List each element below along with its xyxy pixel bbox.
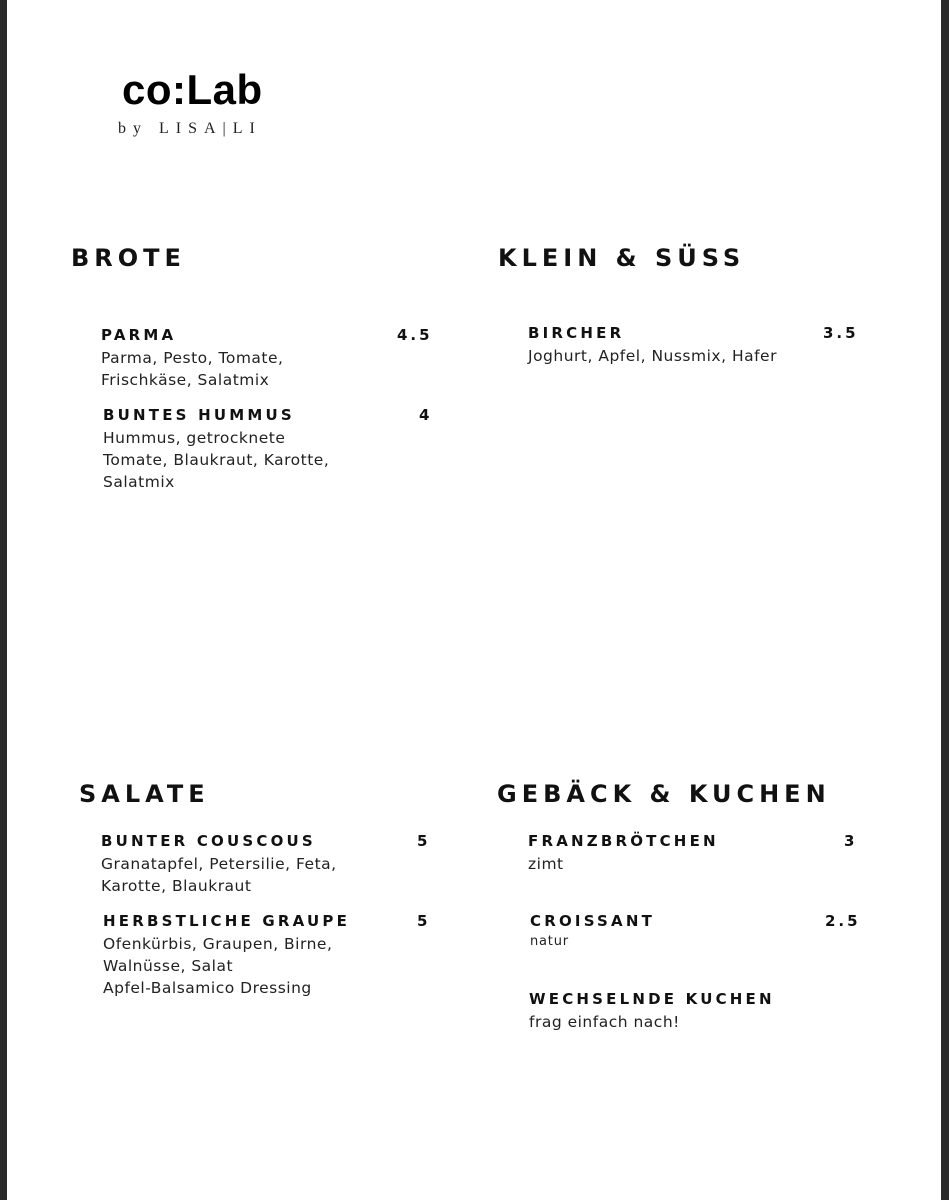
menu-item-wechselnde-kuchen [529, 989, 859, 1033]
item-name: BIRCHER [528, 324, 625, 342]
item-description: Joghurt, Apfel, Nussmix, Hafer [528, 347, 777, 365]
menu-item-bircher [528, 323, 858, 367]
section-title-brote: BROTE [71, 244, 186, 272]
item-price: 3.5 [823, 324, 859, 342]
menu-item-franzbroetchen [528, 831, 858, 875]
menu-item-parma [101, 325, 431, 391]
item-price: 4.5 [397, 326, 433, 344]
item-name: BUNTES HUMMUS [103, 406, 295, 424]
item-price: 3 [844, 832, 858, 850]
brand-logo: co:Lab [122, 66, 263, 113]
item-name: WECHSELNDE KUCHEN [529, 990, 775, 1008]
item-description: Ofenkürbis, Graupen, Birne, Walnüsse, Salat Apfel-Balsamico Dressing [103, 935, 333, 997]
item-price: 4 [419, 406, 433, 424]
item-description: Granatapfel, Petersilie, Feta, Karotte, Blaukraut [101, 855, 337, 895]
menu-item-herbstliche-graupe [103, 911, 433, 999]
menu-page [7, 0, 941, 1200]
item-name: HERBSTLICHE GRAUPE [103, 912, 351, 930]
item-price: 2.5 [825, 912, 861, 930]
section-title-klein-suess: KLEIN & SÜSS [498, 244, 746, 272]
item-price: 5 [417, 832, 431, 850]
menu-item-buntes-hummus [103, 405, 433, 493]
item-description: frag einfach nach! [529, 1013, 680, 1031]
item-description: Hummus, getrocknete Tomate, Blaukraut, Karotte, Salatmix [103, 429, 330, 491]
item-name: CROISSANT [530, 912, 656, 930]
item-description: Parma, Pesto, Tomate, Frischkäse, Salatmix [101, 349, 284, 389]
section-title-salate: SALATE [79, 780, 210, 808]
item-name: FRANZBRÖTCHEN [528, 832, 719, 850]
section-title-gebaeck-kuchen: GEBÄCK & KUCHEN [497, 780, 831, 808]
item-description: zimt [528, 855, 564, 873]
item-name: PARMA [101, 326, 177, 344]
menu-item-bunter-couscous [101, 831, 431, 897]
menu-item-croissant [530, 911, 860, 953]
item-price: 5 [417, 912, 431, 930]
brand-byline: by LISA|LI [118, 120, 262, 137]
item-description: natur [530, 934, 569, 949]
item-name: BUNTER COUSCOUS [101, 832, 316, 850]
